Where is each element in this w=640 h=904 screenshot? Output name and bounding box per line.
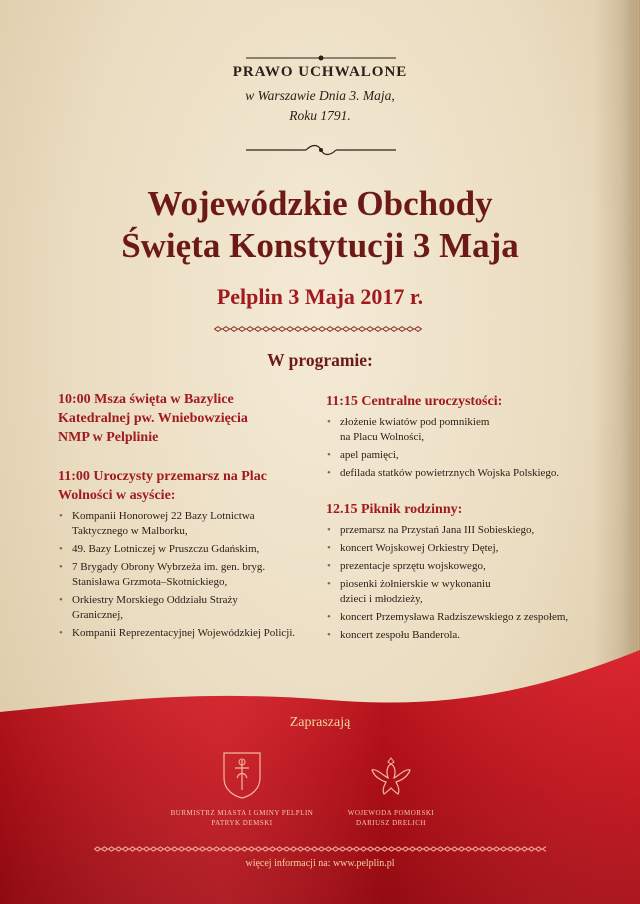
bullet-icon: • bbox=[59, 561, 63, 573]
bullet-icon: • bbox=[327, 542, 331, 554]
top-ornament-icon bbox=[246, 54, 396, 62]
host-mayor-title: BURMISTRZ MIASTA I GMINY PELPLIN bbox=[170, 809, 314, 817]
host-mayor-name: PATRYK DEMSKI bbox=[211, 819, 273, 827]
page-title-line2: Święta Konstytucji 3 Maja bbox=[121, 226, 519, 265]
bullet-icon: • bbox=[59, 594, 63, 606]
list-item: • złożenie kwiatów pod pomnikiem na Placu Wolności, bbox=[327, 416, 490, 443]
program-heading: W programie: bbox=[267, 350, 373, 370]
bullet-icon: • bbox=[327, 416, 331, 428]
list-item: • koncert zespołu Banderola. bbox=[327, 629, 461, 641]
header-law-place: w Warszawie Dnia 3. Maja, bbox=[245, 88, 395, 103]
header-law-year: Roku 1791. bbox=[289, 108, 351, 123]
list-item: • prezentacje sprzętu wojskowego, bbox=[327, 560, 486, 572]
bullet-icon: • bbox=[327, 578, 331, 590]
invite-heading: Zapraszają bbox=[289, 715, 351, 730]
list-item: • 49. Bazy Lotniczej w Pruszczu Gdańskim, bbox=[59, 543, 260, 555]
bullet-icon: • bbox=[327, 524, 331, 536]
mass-title-line2: Katedralnej pw. Wniebowzięcia bbox=[58, 411, 248, 426]
march-escort-list bbox=[58, 509, 318, 641]
bullet-icon: • bbox=[327, 560, 331, 572]
pelplin-crest-icon bbox=[220, 750, 264, 800]
diamond-chain-ornament-icon bbox=[214, 324, 426, 334]
list-item: • przemarsz na Przystań Jana III Sobieskiego, bbox=[327, 524, 535, 536]
page-title-line1: Wojewódzkie Obchody bbox=[147, 184, 493, 223]
ceremony-title: 11:15 Centralne uroczystości: bbox=[326, 394, 503, 409]
footer-diamond-ornament-icon bbox=[94, 845, 546, 853]
program-right-column bbox=[326, 392, 606, 646]
header-divider-ornament-icon bbox=[246, 144, 396, 156]
program-left-column bbox=[58, 390, 318, 644]
list-item: • koncert Przemysława Radziszewskiego z zespołem, bbox=[327, 611, 569, 623]
polish-eagle-icon bbox=[368, 752, 414, 798]
host-voivode-title: WOJEWODA POMORSKI bbox=[347, 809, 435, 817]
list-item: • Kompanii Honorowej 22 Bazy Lotnictwa Taktycznego w Malborku, bbox=[59, 510, 255, 537]
march-title-line2: Wolności w asyście: bbox=[58, 488, 176, 503]
list-item: • piosenki żołnierskie w wykonaniu dzieci i młodzieży, bbox=[327, 578, 491, 605]
mass-title-line1: 10:00 Msza święta w Bazylice bbox=[58, 392, 234, 407]
bullet-icon: • bbox=[327, 449, 331, 461]
bullet-icon: • bbox=[59, 510, 63, 522]
ceremony-list bbox=[326, 415, 606, 481]
picnic-title: 12.15 Piknik rodzinny: bbox=[326, 502, 463, 517]
bullet-icon: • bbox=[327, 611, 331, 623]
event-date-location: Pelplin 3 Maja 2017 r. bbox=[216, 284, 424, 309]
bullet-icon: • bbox=[327, 467, 331, 479]
mass-title-line3: NMP w Pelplinie bbox=[58, 430, 159, 445]
bullet-icon: • bbox=[327, 629, 331, 641]
host-voivode bbox=[306, 808, 476, 828]
list-item: • koncert Wojskowej Orkiestry Dętej, bbox=[327, 542, 499, 554]
host-mayor bbox=[157, 808, 327, 828]
list-item: • Orkiestry Morskiego Oddziału Straży Granicznej, bbox=[59, 594, 238, 621]
march-title-line1: 11:00 Uroczysty przemarsz na Plac bbox=[58, 469, 267, 484]
list-item: • 7 Brygady Obrony Wybrzeża im. gen. bryg. Stanisława Grzmota–Skotnickiego, bbox=[59, 561, 266, 588]
list-item: • apel pamięci, bbox=[327, 449, 399, 461]
list-item: • defilada statków powietrznych Wojska Polskiego. bbox=[327, 467, 560, 479]
bullet-icon: • bbox=[59, 627, 63, 639]
header-law-title: PRAWO UCHWALONE bbox=[232, 64, 408, 80]
list-item: • Kompanii Reprezentacyjnej Wojewódzkiej Policji. bbox=[59, 627, 296, 639]
host-voivode-name: DARIUSZ DRELICH bbox=[356, 819, 426, 827]
footer-more-info: więcej informacji na: www.pelplin.pl bbox=[245, 858, 395, 869]
picnic-list bbox=[326, 523, 606, 643]
bullet-icon: • bbox=[59, 543, 63, 555]
